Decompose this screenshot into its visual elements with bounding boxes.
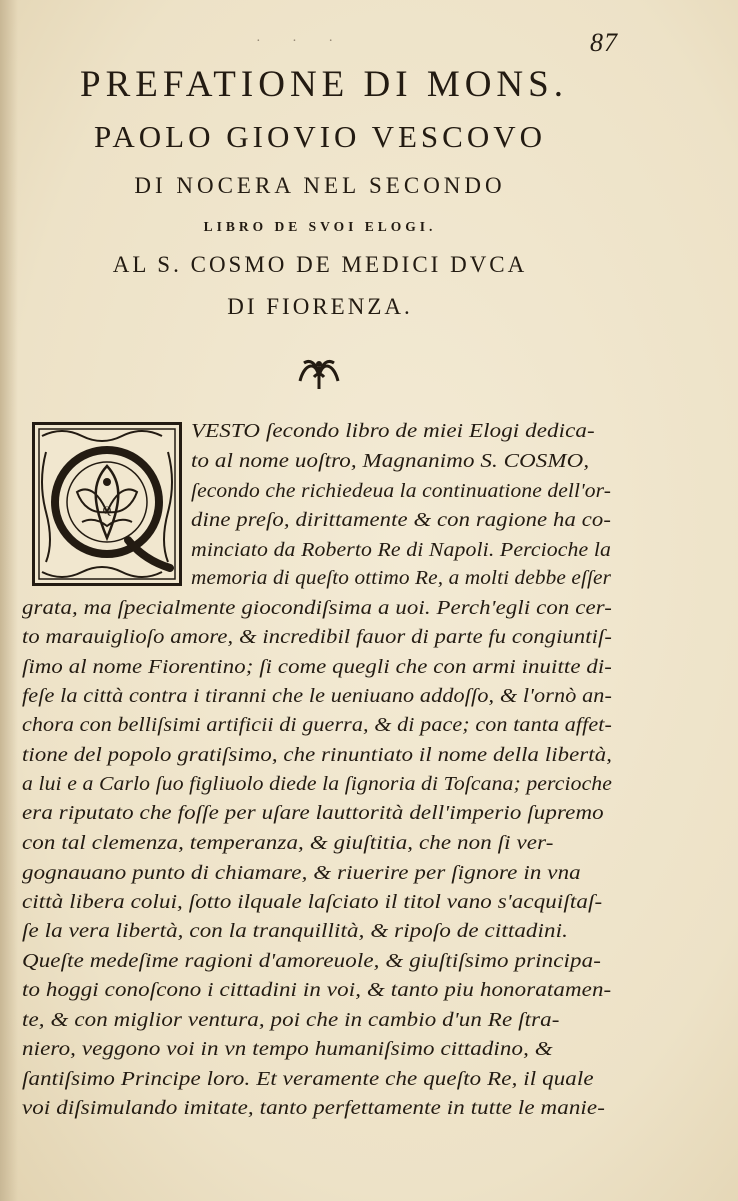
body-line: niero, veggono voi in vn tempo humaniſsimo cittadino, & bbox=[22, 1038, 553, 1060]
body-line: to al nome uoſtro, Magnanimo S. COSMO, bbox=[191, 450, 590, 472]
body-line: città libera colui, ſotto ilquale laſciato il titol vano s'acquiſtaſ- bbox=[22, 891, 603, 913]
body-line: voi diſsimulando imitate, tanto perfettamente in tutte le manie- bbox=[22, 1097, 605, 1119]
body-line: con tal clemenza, temperanza, & giuſtitia, che non ſi ver- bbox=[22, 832, 554, 854]
body-line: to hoggi conoſcono i cittadini in voi, & tanto piu honoratamen- bbox=[22, 979, 612, 1001]
heading-line-5: AL S. COSMO DE MEDICI DVCA bbox=[112, 252, 528, 277]
heading-line-3: DI NOCERA NEL SECONDO bbox=[134, 173, 506, 198]
print-specks: · · · bbox=[256, 34, 347, 49]
body-line: VESTO ſecondo libro de miei Elogi dedica- bbox=[191, 420, 595, 442]
body-line: ſantiſsimo Principe loro. Et veramente che queſto Re, il quale bbox=[22, 1068, 594, 1090]
body-line: chora con belliſsimi artificii di guerra, & di pace; con tanta affet- bbox=[22, 714, 612, 736]
body-line: te, & con miglior ventura, poi che in cambio d'un Re ſtra- bbox=[22, 1009, 560, 1031]
initial-letter: Q bbox=[102, 503, 112, 517]
body-line: feſe la città contra i tiranni che le ueniuano addoſſo, & l'ornò an- bbox=[22, 685, 612, 707]
body-line: grata, ma ſpecialmente giocondiſsima a uoi. Perch'egli con cer- bbox=[22, 597, 612, 619]
body-line: tione del popolo gratiſsimo, che rinuntiato il nome della libertà, bbox=[22, 744, 612, 766]
body-line: to marauiglioſo amore, & incredibil fauor di parte fu congiuntiſ- bbox=[22, 626, 612, 648]
body-line: memoria di queſto ottimo Re, a molti debbe eſſer bbox=[191, 567, 611, 589]
heading-line-4: LIBRO DE SVOI ELOGI. bbox=[203, 219, 437, 234]
body-line: ſe la vera libertà, con la tranquillità, & ripoſo de cittadini. bbox=[22, 920, 568, 942]
heading-line-6: DI FIORENZA. bbox=[227, 294, 413, 319]
body-line: minciato da Roberto Re di Napoli. Percioche la bbox=[191, 539, 611, 561]
body-line: Queſte medeſime ragioni d'amoreuole, & giuſtiſsimo principa- bbox=[22, 950, 601, 972]
heading-line-2: PAOLO GIOVIO VESCOVO bbox=[93, 119, 547, 154]
body-line: era riputato che foſſe per uſare lauttorità dell'imperio ſupremo bbox=[22, 802, 604, 824]
body-line: ſecondo che richiedeua la continuatione dell'or- bbox=[191, 480, 611, 502]
page-number: 87 bbox=[590, 28, 618, 57]
body-line: dine preſo, dirittamente & con ragione ha co- bbox=[191, 509, 611, 531]
body-line: gognauano punto di chiamare, & riuerire per ſignore in vna bbox=[22, 862, 581, 884]
body-line: ſimo al nome Fiorentino; ſi come quegli che con armi inuitte di- bbox=[22, 656, 612, 678]
heading-line-1: PREFATIONE DI MONS. bbox=[80, 64, 568, 105]
body-line: a lui e a Carlo ſuo figliuolo diede la ſignoria di Toſcana; percioche bbox=[22, 773, 612, 795]
